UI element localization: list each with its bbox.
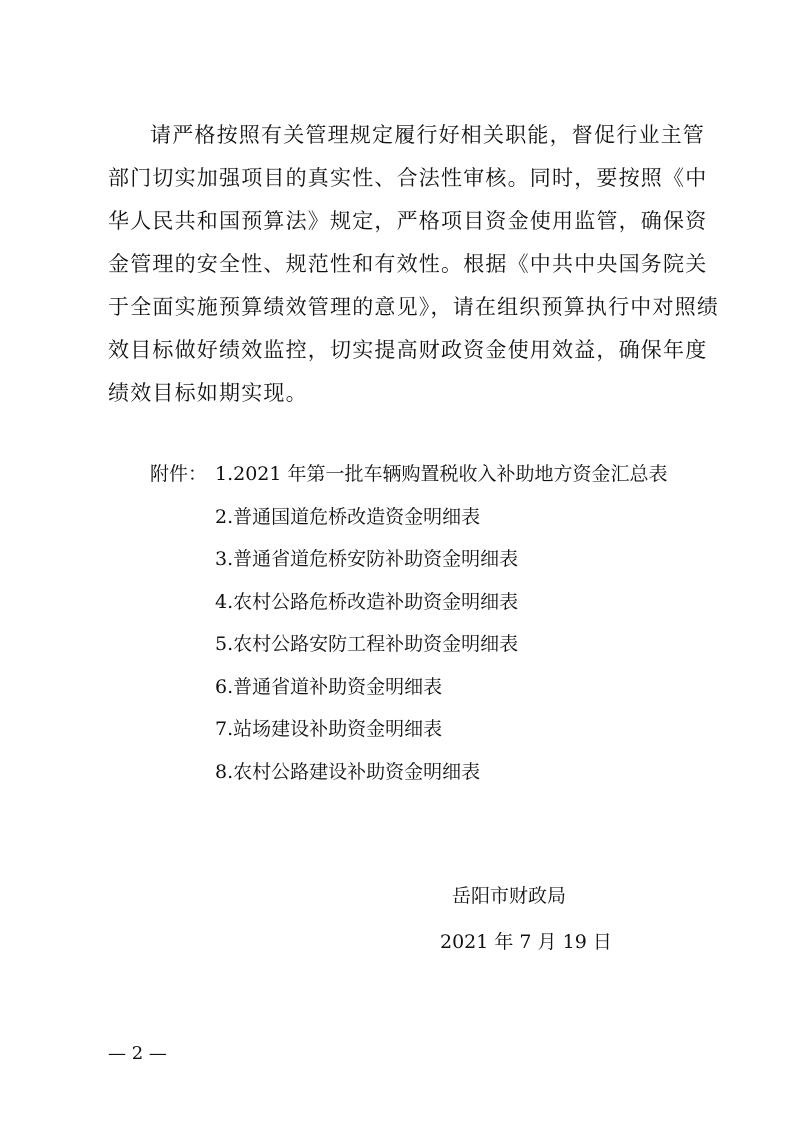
body-line: 华人民共和国预算法》规定，严格项目资金使用监管，确保资 [108, 209, 708, 233]
attachment-item: 3.普通省道危桥安防补助资金明细表 [215, 548, 519, 570]
page-number: — 2 — [108, 1043, 167, 1064]
issue-date: 2021 年 7 月 19 日 [440, 931, 612, 953]
attachment-item: 2.普通国道危桥改造资金明细表 [215, 506, 481, 528]
body-line: 于全面实施预算绩效管理的意见》，请在组织预算执行中对照绩 [108, 295, 720, 319]
attachment-item: 6.普通省道补助资金明细表 [215, 676, 443, 698]
body-line: 效目标做好绩效监控，切实提高财政资金使用效益，确保年度 [108, 338, 708, 362]
body-line: 请严格按照有关管理规定履行好相关职能，督促行业主管 [150, 123, 705, 147]
attachment-item: 4.农村公路危桥改造补助资金明细表 [215, 591, 519, 613]
body-line: 部门切实加强项目的真实性、合法性审核。同时，要按照《中 [108, 166, 708, 190]
attachment-item: 1.2021 年第一批车辆购置税收入补助地方资金汇总表 [215, 463, 668, 485]
body-paragraph [108, 114, 720, 415]
issuing-organization: 岳阳市财政局 [452, 885, 567, 907]
attachment-item: 7.站场建设补助资金明细表 [215, 718, 443, 740]
attachment-label: 附件： [150, 463, 208, 485]
body-line: 绩效目标如期实现。 [108, 381, 308, 405]
attachment-item: 8.农村公路建设补助资金明细表 [215, 761, 481, 783]
attachment-item: 5.农村公路安防工程补助资金明细表 [215, 633, 519, 655]
body-line: 金管理的安全性、规范性和有效性。根据《中共中央国务院关 [108, 252, 708, 276]
